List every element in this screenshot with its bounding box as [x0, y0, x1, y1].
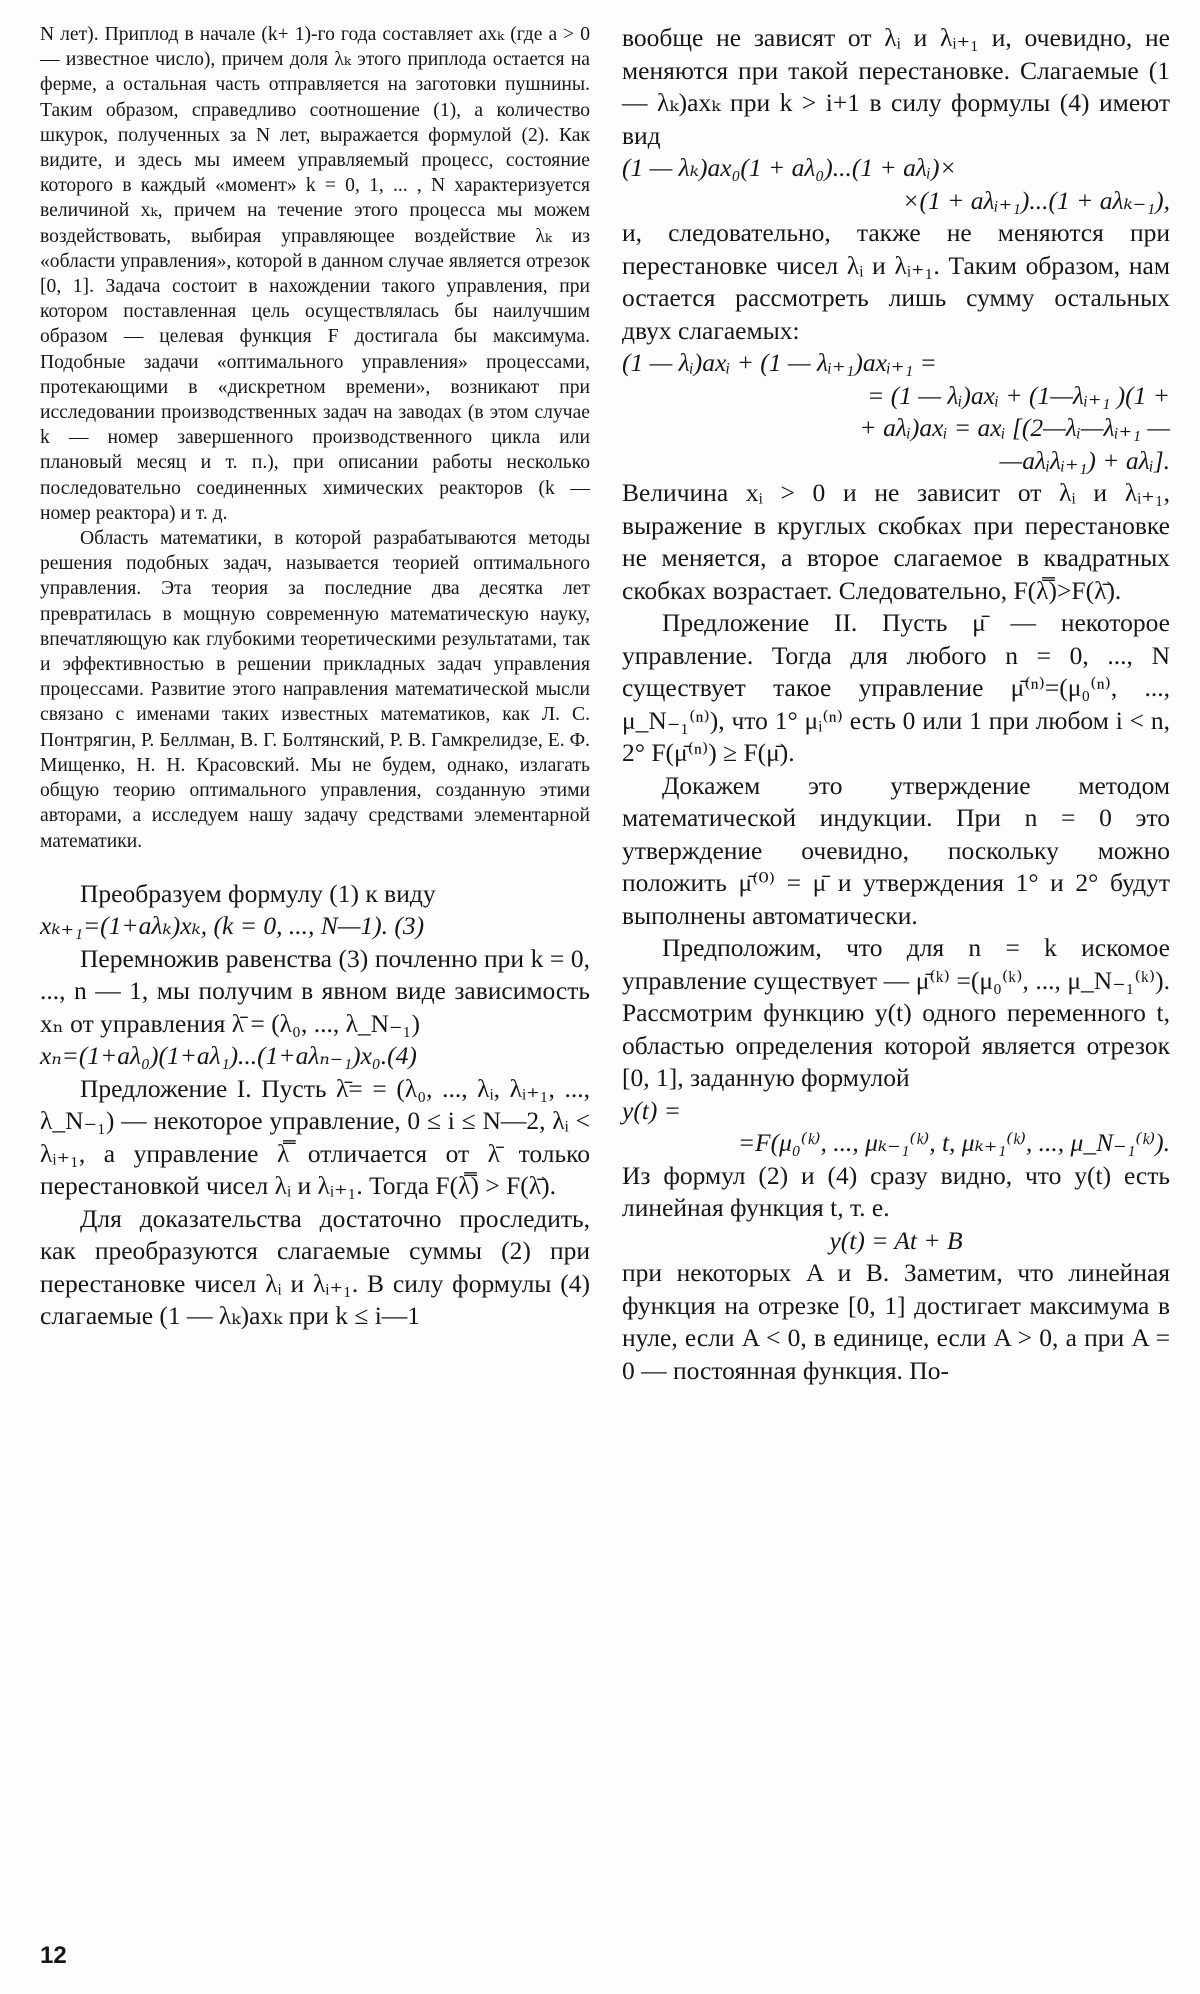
formula-6d: —aλᵢλᵢ₊₁) + aλᵢ].: [999, 445, 1170, 475]
paragraph: Величина xᵢ > 0 и не зависит от λᵢ и λᵢ₊₁, выражение в круглых скобках при перестановке не меняется, а второе слагаемое в квадратных скобках возрастает. Следовательно, F(λ̿)>F(λ̄).: [622, 478, 1170, 605]
left-large-text: [40, 878, 590, 1333]
formula-6a: (1 — λᵢ)axᵢ + (1 — λᵢ₊₁)axᵢ₊₁ =: [622, 348, 937, 377]
paragraph: и, следовательно, также не меняются при перестановке чисел λᵢ и λᵢ₊₁. Таким образом, нам остается рассмотреть лишь сумму остальных двух слагаемых:: [622, 218, 1170, 345]
formula-6b: = (1 — λᵢ)axᵢ + (1—λᵢ₊₁ )(1 +: [867, 380, 1170, 410]
formula-3: xₖ₊₁=(1+aλₖ)xₖ, (k = 0, ..., N—1). (3): [40, 911, 425, 941]
left-small-text: [40, 22, 590, 854]
formula-5a: (1 — λₖ)ax₀(1 + aλ₀)...(1 + aλᵢ)×: [622, 153, 957, 182]
paragraph: Для доказательства достаточно проследить, как преобразуются слагаемые суммы (2) при перестановке чисел λᵢ и λᵢ₊₁. В силу формулы (4) слагаемые (1 — λₖ)axₖ при k ≤ i—1: [40, 1203, 590, 1331]
formula-7b: =F(μ₀⁽ᵏ⁾, ..., μₖ₋₁⁽ᵏ⁾, t, μₖ₊₁⁽ᵏ⁾, ..., μ_N₋₁⁽ᵏ⁾).: [737, 1128, 1170, 1157]
formula-7a: y(t) =: [622, 1095, 681, 1125]
paragraph: при некоторых A и B. Заметим, что линейная функция на отрезке [0, 1] достигает максимума в нуле, если A < 0, в единице, если A > 0, а при A = 0 — постоянная функция. По-: [622, 1258, 1170, 1385]
paragraph: Перемножив равенства (3) почленно при k = 0, ..., n — 1, мы получим в явном виде зависимость xₙ от управления λ̄ = (λ₀, ..., λ_N₋₁): [40, 943, 590, 1038]
paragraph: Область математики, в которой разрабатываются методы решения подобных задач, называется теорией оптимального управления. Эта теория за последние два десятка лет превратилась в мощную современную математическую науку, впечатляющую как глубокими теоретическими результатами, так и эффективностью в решении прикладных задач управления процессами. Развитие этого направления математической мысли связано с именами таких известных математиков, как Л. С. Понтрягин, Р. Беллман, В. Г. Болтянский, Р. В. Гамкрелидзе, Е. Ф. Мищенко, Н. Н. Красовский. Мы не будем, однако, излагать общую теорию оптимального управления, созданную этими авторами, а исследуем нашу задачу средствами элементарной математики.: [40, 528, 590, 852]
left-column: [40, 22, 590, 1333]
formula-4: xₙ=(1+aλ₀)(1+aλ₁)...(1+aλₙ₋₁)x₀.(4): [40, 1041, 417, 1071]
paragraph: вообще не зависят от λᵢ и λᵢ₊₁ и, очевидно, не меняются при такой перестановке. Слагаемые (1 — λₖ)axₖ при k > i+1 в силу формулы (4) имеют вид: [622, 23, 1170, 150]
formula-5b: ×(1 + aλᵢ₊₁)...(1 + aλₖ₋₁),: [902, 185, 1170, 215]
paragraph: Из формул (2) и (4) сразу видно, что y(t) есть линейная функция t, т. е.: [622, 1160, 1170, 1222]
right-column: [622, 22, 1170, 1387]
formula-6c: + aλᵢ)axᵢ = axᵢ [(2—λᵢ—λᵢ₊₁ —: [859, 413, 1170, 442]
formula-8: y(t) = At + B: [829, 1225, 963, 1255]
paragraph: Преобразуем формулу (1) к виду: [80, 878, 436, 908]
paragraph: Докажем это утверждение методом математической индукции. При n = 0 это утверждение очевидно, поскольку можно положить μ̄⁽⁰⁾ = μ̄ и утверждения 1° и 2° будут выполнены автоматически.: [622, 770, 1170, 930]
paragraph: Предположим, что для n = k искомое управление существует — μ̄⁽ᵏ⁾ =(μ₀⁽ᵏ⁾, ..., μ_N₋₁⁽ᵏ⁾). Рассмотрим функцию y(t) одного переменного t, областью определения которой является отрезок [0, 1], заданную формулой: [622, 933, 1170, 1092]
proposition-2: Предложение II. Пусть μ̄ — некоторое управление. Тогда для любого n = 0, ..., N существует такое управление μ̄⁽ⁿ⁾=(μ₀⁽ⁿ⁾, ..., μ_N₋₁⁽ⁿ⁾), что 1° μᵢ⁽ⁿ⁾ есть 0 или 1 при любом i < n, 2° F(μ̄⁽ⁿ⁾) ≥ F(μ̄).: [622, 608, 1170, 767]
page-number: 12: [40, 1942, 67, 1969]
right-large-text: [622, 22, 1170, 1387]
proposition-1: Предложение I. Пусть λ̄= = (λ₀, ..., λᵢ, λᵢ₊₁, ..., λ_N₋₁) — некоторое управление, 0 ≤ i ≤ N—2, λᵢ < λᵢ₊₁, а управление λ̿ отличается от λ̄ только перестановкой чисел λᵢ и λᵢ₊₁. Тогда F(λ̿) > F(λ̄).: [40, 1073, 590, 1201]
paragraph: N лет). Приплод в начале (k+ 1)-го года составляет axₖ (где a > 0 — известное число), причем доля λₖ этого приплода остается на ферме, а остальная часть отправляется на заготовки пушнины. Таким образом, справедливо соотношение (1), а количество шкурок, полученных за N лет, выражается формулой (2). Как видите, и здесь мы имеем управляемый процесс, состояние которого в каждый «момент» k = 0, 1, ... , N характеризуется величиной xₖ, причем на течение этого процесса мы можем воздействовать, выбирая управляющее воздействие λₖ из «области управления», которой в данном случае является отрезок [0, 1]. Задача состоит в нахождении такого управления, при котором поставленная цель осуществлялась бы наилучшим образом — целевая функция F достигала бы максимума. Подобные задачи «оптимального управления» процессами, протекающими в «дискретном времени», возникают при исследовании производственных задач на заводах (в этом случае k — номер завершенного производственного цикла или плановый месяц и т. п.), при описании работы несколько последовательно соединенных химических реакторов (k — номер реактора) и т. д.: [40, 24, 590, 524]
